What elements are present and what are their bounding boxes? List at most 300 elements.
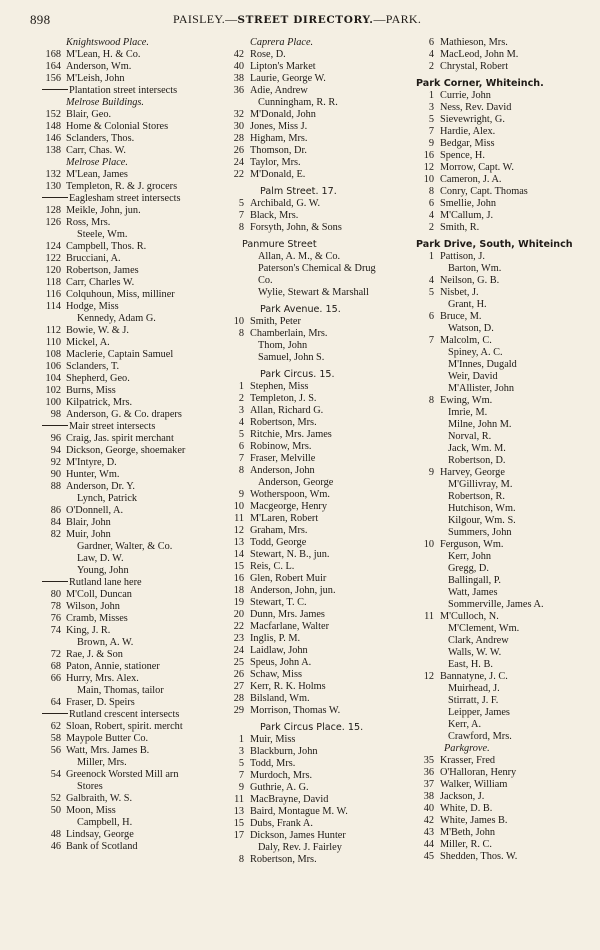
occupant-name: Hurry, Mrs. Alex. [66,673,139,684]
directory-entry-continued [414,443,590,455]
house-number: 44 [423,839,434,850]
directory-entry-continued [414,503,590,515]
house-number: 45 [423,851,434,862]
occupant-name: Spiney, A. C. [448,347,503,358]
directory-entry-continued [414,407,590,419]
occupant-name: Fraser, D. Speirs [66,697,135,708]
occupant-name: Campbell, H. [77,817,133,828]
directory-entry [224,573,402,585]
directory-entry [28,841,218,853]
directory-entry-continued [28,229,218,241]
occupant-name: Rose, D. [250,49,286,60]
directory-entry-continued [28,541,218,553]
occupant-name: Muir, Miss [250,734,296,745]
house-number: 12 [233,525,244,536]
directory-entry-continued [414,647,590,659]
house-number: 5 [238,429,244,440]
occupant-name: Shedden, Thos. W. [440,851,518,862]
occupant-name: Bannatyne, J. C. [440,671,508,682]
occupant-name: Macgeorge, Henry [250,501,328,512]
occupant-name: Robinow, Mrs. [250,441,312,452]
occupant-name: Main, Thomas, tailor [77,685,164,696]
directory-entry [28,769,218,781]
house-number: 28 [233,133,244,144]
occupant-name: Robertson, R. [448,491,505,502]
house-number: 92 [50,457,61,468]
occupant-name: M'Beth, John [440,827,496,838]
occupant-name: Robertson, D. [448,455,506,466]
occupant-name: Weir, David [448,371,498,382]
occupant-name: Mickel, A. [66,337,110,348]
occupant-name: Maypole Butter Co. [66,733,149,744]
directory-entry-continued [414,635,590,647]
directory-entry [224,133,402,145]
directory-entry [414,138,590,150]
house-number: 40 [423,803,434,814]
page-number: 898 [30,12,51,27]
directory-entry [224,169,402,181]
house-number: 98 [50,409,61,420]
occupant-name: M'Callum, J. [440,210,494,221]
directory-entry [224,806,402,818]
directory-entry [224,782,402,794]
house-number: 114 [45,301,61,312]
directory-entry [224,85,402,97]
house-number: 3 [238,405,244,416]
directory-entry [414,827,590,839]
directory-entry [224,681,402,693]
occupant-name: M'Intyre, D. [66,457,117,468]
house-number: 20 [233,609,244,620]
directory-entry [224,393,402,405]
occupant-name: Black, Mrs. [250,210,299,221]
occupant-name: M'Gillivray, M. [448,479,513,490]
column-3 [414,37,590,863]
house-number: 64 [50,697,61,708]
occupant-name: Summers, John [448,527,512,538]
directory-entry-continued [414,479,590,491]
directory-entry [28,457,218,469]
house-number: 152 [45,109,61,120]
directory-entry-continued [28,685,218,697]
occupant-name: M'Culloch, N. [440,611,499,622]
house-number: 1 [428,251,434,262]
directory-entry [224,537,402,549]
occupant-name: Anderson, John [250,465,315,476]
house-number: 12 [423,162,434,173]
house-number: 12 [423,671,434,682]
house-number: 126 [45,217,61,228]
house-number: 108 [45,349,61,360]
occupant-name: Chrystal, Robert [440,61,509,72]
occupant-name: Moon, Miss [66,805,116,816]
house-number: 10 [233,316,244,327]
directory-entry [414,803,590,815]
directory-entry [414,395,590,407]
occupant-name: Anderson, Wm. [66,61,132,72]
occupant-name: Mathieson, Mrs. [440,37,508,48]
occupant-name: Macfarlane, Walter [250,621,330,632]
occupant-name: Malcolm, C. [440,335,492,346]
house-number: 7 [238,210,244,221]
occupant-name: Wotherspoon, Wm. [250,489,330,500]
occupant-name: Jones, Miss J. [250,121,308,132]
directory-entry [414,851,590,863]
occupant-name: Young, John [77,565,129,576]
directory-entry-continued [414,551,590,563]
house-number: 14 [233,549,244,560]
running-header [28,10,578,30]
occupant-name: Robertson, Mrs. [250,854,317,865]
directory-entry [224,818,402,830]
house-number: 1 [238,381,244,392]
house-number: 25 [233,657,244,668]
occupant-name: Allan, A. M., & Co. [258,251,341,262]
directory-entry-continued [414,431,590,443]
occupant-name: Stores [77,781,103,792]
occupant-name: M'Donald, John [250,109,316,120]
house-number: 6 [428,198,434,209]
directory-entry [224,794,402,806]
occupant-name: Lindsay, George [66,829,134,840]
house-number: 27 [233,681,244,692]
house-number: 5 [428,114,434,125]
house-number: 15 [233,561,244,572]
directory-entry [224,429,402,441]
occupant-name: Stewart, T. C. [250,597,307,608]
occupant-name: Ewing, Wm. [440,395,493,406]
occupant-name: Sclanders, Thos. [66,133,135,144]
directory-entry [28,469,218,481]
house-number: 84 [50,517,61,528]
directory-entry [224,549,402,561]
occupant-name: Kerr, A. [448,719,482,730]
rule-dash [42,713,68,714]
occupant-name: Cameron, J. A. [440,174,502,185]
house-number: 5 [238,198,244,209]
occupant-name: Brucciani, A. [66,253,121,264]
directory-entry [28,325,218,337]
directory-entry [224,405,402,417]
directory-entry [28,73,218,85]
house-number: 42 [423,815,434,826]
directory-entry [224,609,402,621]
occupant-name: M'Innes, Dugald [448,359,517,370]
occupant-name: Bruce, M. [440,311,482,322]
header-title: PAISLEY.—STREET DIRECTORY.—PARK. [173,12,422,26]
occupant-name: Sommerville, James A. [448,599,544,610]
directory-entry [414,222,590,234]
house-number: 30 [233,121,244,132]
directory-entry [414,126,590,138]
directory-entry [224,109,402,121]
street-heading: Palm Street. 17. [260,186,337,197]
directory-entry [224,121,402,133]
house-number: 36 [423,767,434,778]
directory-entry [414,198,590,210]
directory-entry-continued [224,287,402,299]
directory-entry [224,61,402,73]
occupant-name: Harvey, George [440,467,505,478]
directory-entry [28,253,218,265]
directory-entry [28,337,218,349]
directory-entry [28,721,218,733]
occupant-name: Campbell, Thos. R. [66,241,147,252]
occupant-name: Spence, H. [440,150,485,161]
occupant-name: Smith, Peter [250,316,301,327]
directory-entry [28,181,218,193]
occupant-name: Watson, D. [448,323,494,334]
occupant-name: Glen, Robert Muir [250,573,327,584]
occupant-name: O'Halloran, Henry [440,767,517,778]
occupant-name: Kerr, John [448,551,492,562]
occupant-name: Bowie, W. & J. [66,325,129,336]
house-number: 124 [45,241,61,252]
intersection-text [42,193,181,205]
house-number: 37 [423,779,434,790]
occupant-name: Bank of Scotland [66,841,138,852]
occupant-name: Colquhoun, Miss, milliner [66,289,175,300]
directory-entry [224,328,402,340]
house-number: 4 [428,210,434,221]
occupant-name: Neilson, G. B. [440,275,500,286]
occupant-name: Sievewright, G. [440,114,505,125]
occupant-name: Steele, Wm. [77,229,128,240]
house-number: 9 [238,782,244,793]
house-number: 42 [233,49,244,60]
occupant-name: Home & Colonial Stores [66,121,169,132]
directory-entry-continued [414,587,590,599]
house-number: 22 [233,621,244,632]
occupant-name: Reis, C. L. [250,561,295,572]
directory-entry-continued [414,491,590,503]
occupant-name: Carr, Charles W. [66,277,135,288]
occupant-name: Kilpatrick, Mrs. [66,397,133,408]
occupant-name: Hunter, Wm. [66,469,120,480]
house-number: 88 [50,481,61,492]
directory-entry [28,349,218,361]
directory-entry [28,805,218,817]
house-number: 90 [50,469,61,480]
directory-entry [414,335,590,347]
house-number: 13 [233,806,244,817]
directory-entry [224,669,402,681]
directory-entry [224,621,402,633]
directory-entry [224,501,402,513]
house-number: 7 [238,770,244,781]
house-number: 74 [50,625,61,636]
house-number: 18 [233,585,244,596]
house-number: 11 [234,513,244,524]
occupant-name: Bedgar, Miss [440,138,495,149]
directory-entry [224,465,402,477]
directory-entry [28,673,218,685]
intersection-label: Mair street intersects [69,421,156,432]
occupant-name: Ballingall, P. [448,575,501,586]
directory-entry-continued [414,515,590,527]
occupant-name: MacBrayne, David [250,794,329,805]
house-number: 40 [233,61,244,72]
directory-entry-continued [224,340,402,352]
house-number: 24 [233,157,244,168]
directory-entry [28,61,218,73]
directory-entry [224,830,402,842]
street-heading: Park Drive, South, Whiteinch [416,239,573,250]
house-number: 6 [428,311,434,322]
directory-entry [28,445,218,457]
occupant-name: Rae, J. & Son [66,649,123,660]
directory-entry [414,210,590,222]
house-number: 15 [233,818,244,829]
directory-entry [28,241,218,253]
directory-entry [224,49,402,61]
house-number: 2 [428,61,434,72]
directory-entry [224,145,402,157]
directory-entry [414,671,590,683]
occupant-name: Laurie, George W. [250,73,326,84]
street-heading: Park Circus Place. 15. [260,722,364,733]
occupant-name: Hardie, Alex. [440,126,496,137]
occupant-name: Jackson, J. [440,791,485,802]
directory-entry [28,505,218,517]
occupant-name: M'Lean, James [66,169,128,180]
directory-entry-continued [414,527,590,539]
directory-entry [414,815,590,827]
place-heading: Knightswood Place. [66,37,149,48]
occupant-name: M'Laren, Robert [250,513,319,524]
directory-entry [28,133,218,145]
directory-entry [224,441,402,453]
directory-entry [224,210,402,222]
intersection-note [28,421,218,433]
occupant-name: Law, D. W. [77,553,124,564]
house-number: 9 [428,138,434,149]
directory-entry [28,529,218,541]
occupant-name: Gregg, D. [448,563,489,574]
occupant-name: Todd, Mrs. [250,758,296,769]
occupant-name: Hodge, Miss [66,301,119,312]
header-town: PAISLEY. [173,12,226,26]
directory-entry [28,745,218,757]
directory-entry [28,109,218,121]
occupant-name: M'Coll, Duncan [66,589,132,600]
directory-entry-continued [28,781,218,793]
occupant-name: Thomson, Dr. [250,145,307,156]
house-number: 28 [233,693,244,704]
house-number: 132 [45,169,61,180]
occupant-name: Lipton's Market [250,61,316,72]
occupant-name: Conry, Capt. Thomas [440,186,528,197]
house-number: 112 [45,325,61,336]
intersection-text [42,421,155,433]
directory-entry [224,417,402,429]
house-number: 156 [45,73,61,84]
house-number: 62 [50,721,61,732]
house-number: 22 [233,169,244,180]
directory-entry [414,37,590,49]
intersection-note [28,577,218,589]
directory-entry [28,397,218,409]
occupant-name: Templeton, J. S. [250,393,317,404]
occupant-name: Galbraith, W. S. [66,793,133,804]
directory-entry [224,693,402,705]
directory-entry [414,102,590,114]
directory-entry-continued [28,637,218,649]
house-number: 80 [50,589,61,600]
house-number: 72 [50,649,61,660]
directory-entry-continued [414,455,590,467]
directory-entry [224,157,402,169]
occupant-name: Wylie, Stewart & Marshall [258,287,369,298]
directory-entry [414,287,590,299]
house-number: 9 [428,467,434,478]
occupant-name: Robertson, James [66,265,139,276]
house-number: 4 [428,275,434,286]
directory-entry-continued [224,842,402,854]
directory-entry [414,275,590,287]
occupant-name: Chamberlain, Mrs. [250,328,328,339]
occupant-name: Murdoch, Mrs. [250,770,313,781]
occupant-name: Paterson's Chemical & Drug [258,263,376,274]
occupant-name: Craig, Jas. spirit merchant [66,433,174,444]
directory-entry [28,205,218,217]
occupant-name: Schaw, Miss [250,669,302,680]
house-number: 36 [233,85,244,96]
street-heading: Panmure Street [242,239,317,250]
house-number: 8 [238,854,244,865]
directory-entry-continued [414,659,590,671]
house-number: 38 [423,791,434,802]
house-number: 13 [233,537,244,548]
directory-entry [224,770,402,782]
directory-entry [28,661,218,673]
directory-entry [28,601,218,613]
directory-entry [28,481,218,493]
house-number: 122 [45,253,61,264]
occupant-name: Morrison, Thomas W. [250,705,341,716]
occupant-name: Thom, John [258,340,308,351]
occupant-name: Nisbet, J. [440,287,479,298]
house-number: 100 [45,397,61,408]
directory-entry [414,779,590,791]
directory-entry [28,169,218,181]
occupant-name: Stephen, Miss [250,381,309,392]
house-number: 68 [50,661,61,672]
directory-entry [28,277,218,289]
occupant-name: Stewart, N. B., jun. [250,549,330,560]
place-heading: Parkgrove. [444,743,490,754]
house-number: 11 [234,794,244,805]
house-number: 4 [428,49,434,60]
column-2 [224,37,402,866]
intersection-note [28,193,218,205]
street-heading: Park Corner, Whiteinch. [416,78,544,89]
occupant-name: O'Donnell, A. [66,505,124,516]
occupant-name: Milne, John M. [448,419,512,430]
directory-entry-continued [414,383,590,395]
occupant-name: Allan, Richard G. [250,405,324,416]
house-number: 10 [423,174,434,185]
directory-entry [414,49,590,61]
directory-entry [224,222,402,234]
occupant-name: Daly, Rev. J. Fairley [258,842,342,853]
directory-entry [414,839,590,851]
directory-entry-continued [414,419,590,431]
occupant-name: Krasser, Fred [440,755,496,766]
occupant-name: M'Donald, E. [250,169,306,180]
house-number: 3 [428,102,434,113]
header-section: STREET DIRECTORY. [237,14,374,26]
